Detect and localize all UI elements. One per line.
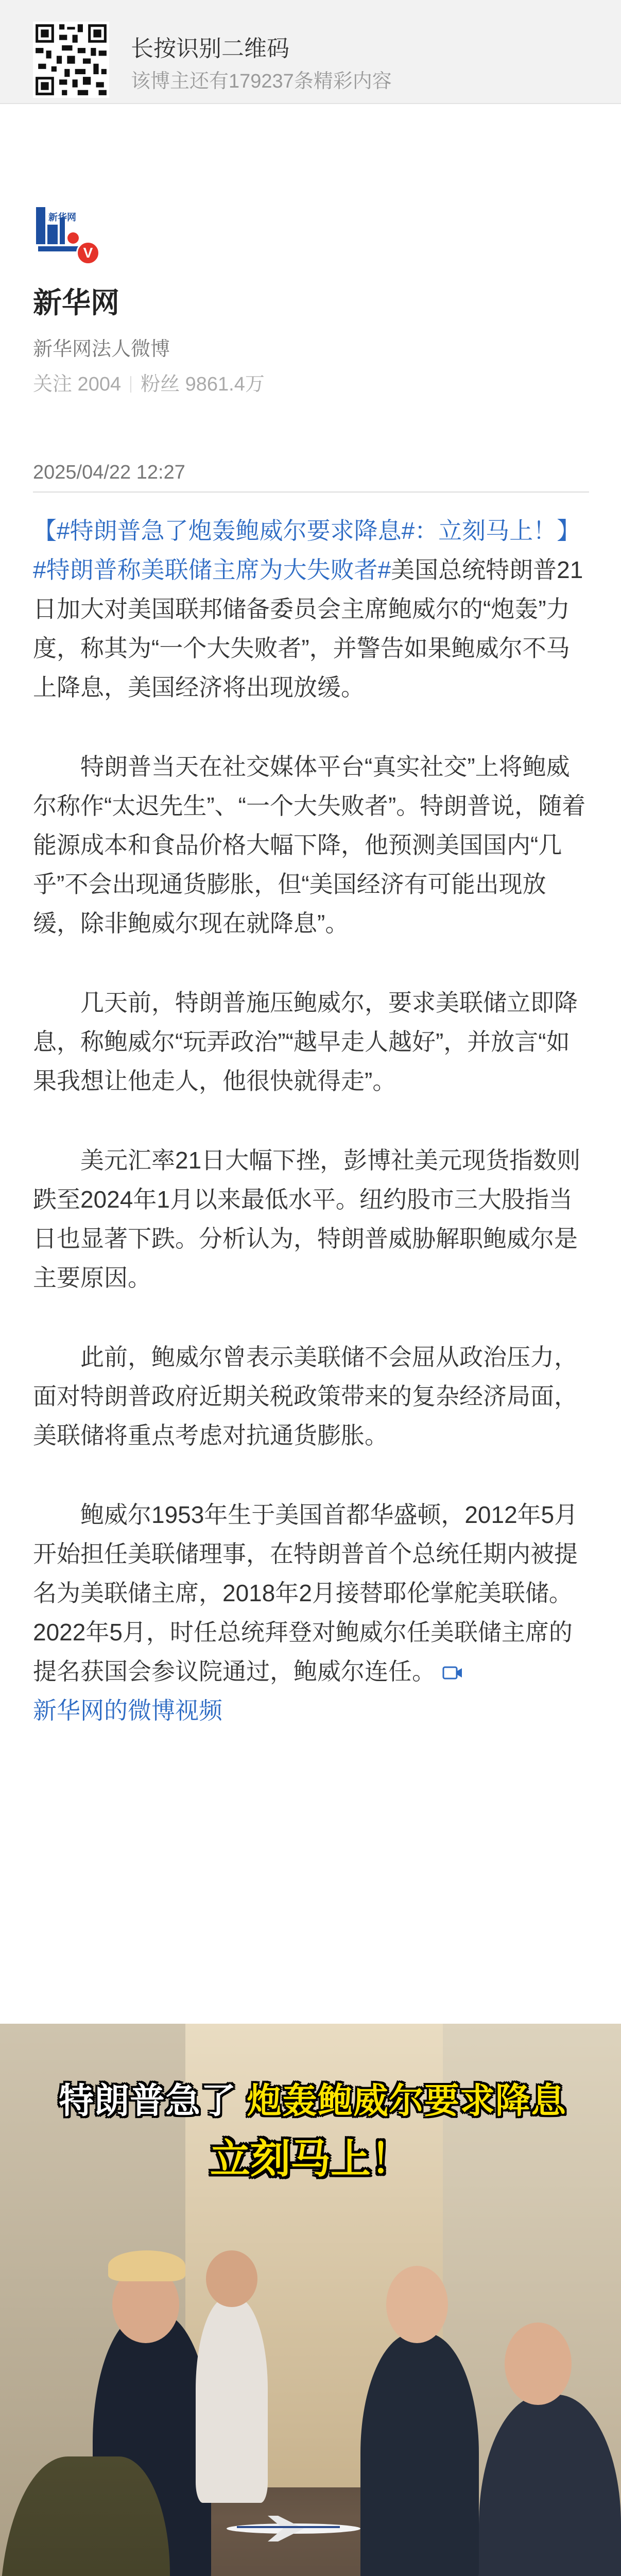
qr-code-icon (33, 22, 109, 98)
video-title-yellow: 炮轰鲍威尔要求降息 (246, 2081, 566, 2121)
video-title (11, 2073, 614, 2123)
user-stats (33, 368, 265, 396)
video-person (108, 2250, 185, 2281)
divider (33, 492, 589, 493)
video-link-icon[interactable] (442, 1665, 464, 1681)
fans-count[interactable]: 粉丝 9861.4万 (141, 374, 265, 395)
post-paragraph: 美元汇率21日大幅下挫，彭博社美元现货指数则跌至2024年1月以来最低水平。纽约股市三大股指当日也显著下跌。分析认为，特朗普威胁解职鲍威尔是主要原因。 (33, 1147, 581, 1291)
verified-badge-icon: V (76, 241, 100, 265)
video-link[interactable]: 新华网的微博视频 (33, 1697, 222, 1724)
video-person (505, 2323, 572, 2405)
video-person (206, 2250, 257, 2307)
post-body (33, 511, 589, 1730)
video-person (196, 2297, 268, 2503)
hashtag-link[interactable]: 【#特朗普急了炮轰鲍威尔要求降息#：立刻马上！】 (33, 517, 581, 544)
user-description: 新华网法人微博 (33, 338, 170, 360)
banner-title: 长按识别二维码 (131, 36, 289, 61)
qr-banner (0, 0, 621, 104)
post-paragraph (33, 511, 589, 707)
post-paragraph (33, 1495, 589, 1730)
post-paragraph: 特朗普当天在社交媒体平台“真实社交”上将鲍威尔称作“太迟先生”、“一个大失败者”。特朗普说，随着能源成本和食品价格大幅下降，他预测美国国内“几乎”不会出现通货膨胀，但“美国经济有可能出现放缓，除非鲍威尔现在就降息”。 (33, 753, 586, 937)
hashtag-link[interactable]: #特朗普称美联储主席为大失败者# (33, 556, 391, 583)
video-player[interactable] (0, 2024, 621, 2576)
logo-text: 新华网 (48, 212, 76, 223)
paragraph-text: 美国总统特朗普21日加大对美国联邦储备委员会主席鲍威尔的“炮轰”力度，称其为“一个大失败者”，并警告如果鲍威尔不马上降息，美国经济将出现放缓。 (33, 556, 583, 701)
stats-divider (130, 376, 131, 393)
banner-subtitle: 该博主还有179237条精彩内容 (131, 71, 392, 92)
video-person (360, 2333, 479, 2576)
user-name[interactable]: 新华网 (33, 286, 119, 319)
paragraph-text: 鲍威尔1953年生于美国首都华盛顿，2012年5月开始担任美联储理事，在特朗普首个总统任期内被提名为美联储主席，2018年2月接替耶伦掌舵美联储。2022年5月，时任总统拜登对鲍威尔任美联储主席的提名获国会参议院通过，鲍威尔连任。 (33, 1501, 578, 1685)
post-paragraph: 几天前，特朗普施压鲍威尔，要求美联储立即降息，称鲍威尔“玩弄政治”“越早走人越好”，并放言“如果我想让他走人，他很快就得走”。 (33, 989, 578, 1094)
post-time: 2025/04/22 12:27 (33, 462, 185, 483)
video-title-line2: 立刻马上！ (210, 2136, 411, 2181)
video-person (386, 2266, 448, 2343)
follow-count[interactable]: 关注 2004 (33, 374, 122, 395)
airplane-model (221, 2513, 366, 2544)
post-paragraph: 此前，鲍威尔曾表示美联储不会屈从政治压力，面对特朗普政府近期关税政策带来的复杂经济局面，美联储将重点考虑对抗通货膨胀。 (33, 1344, 578, 1449)
video-title-white: 特朗普急了 (59, 2081, 237, 2121)
